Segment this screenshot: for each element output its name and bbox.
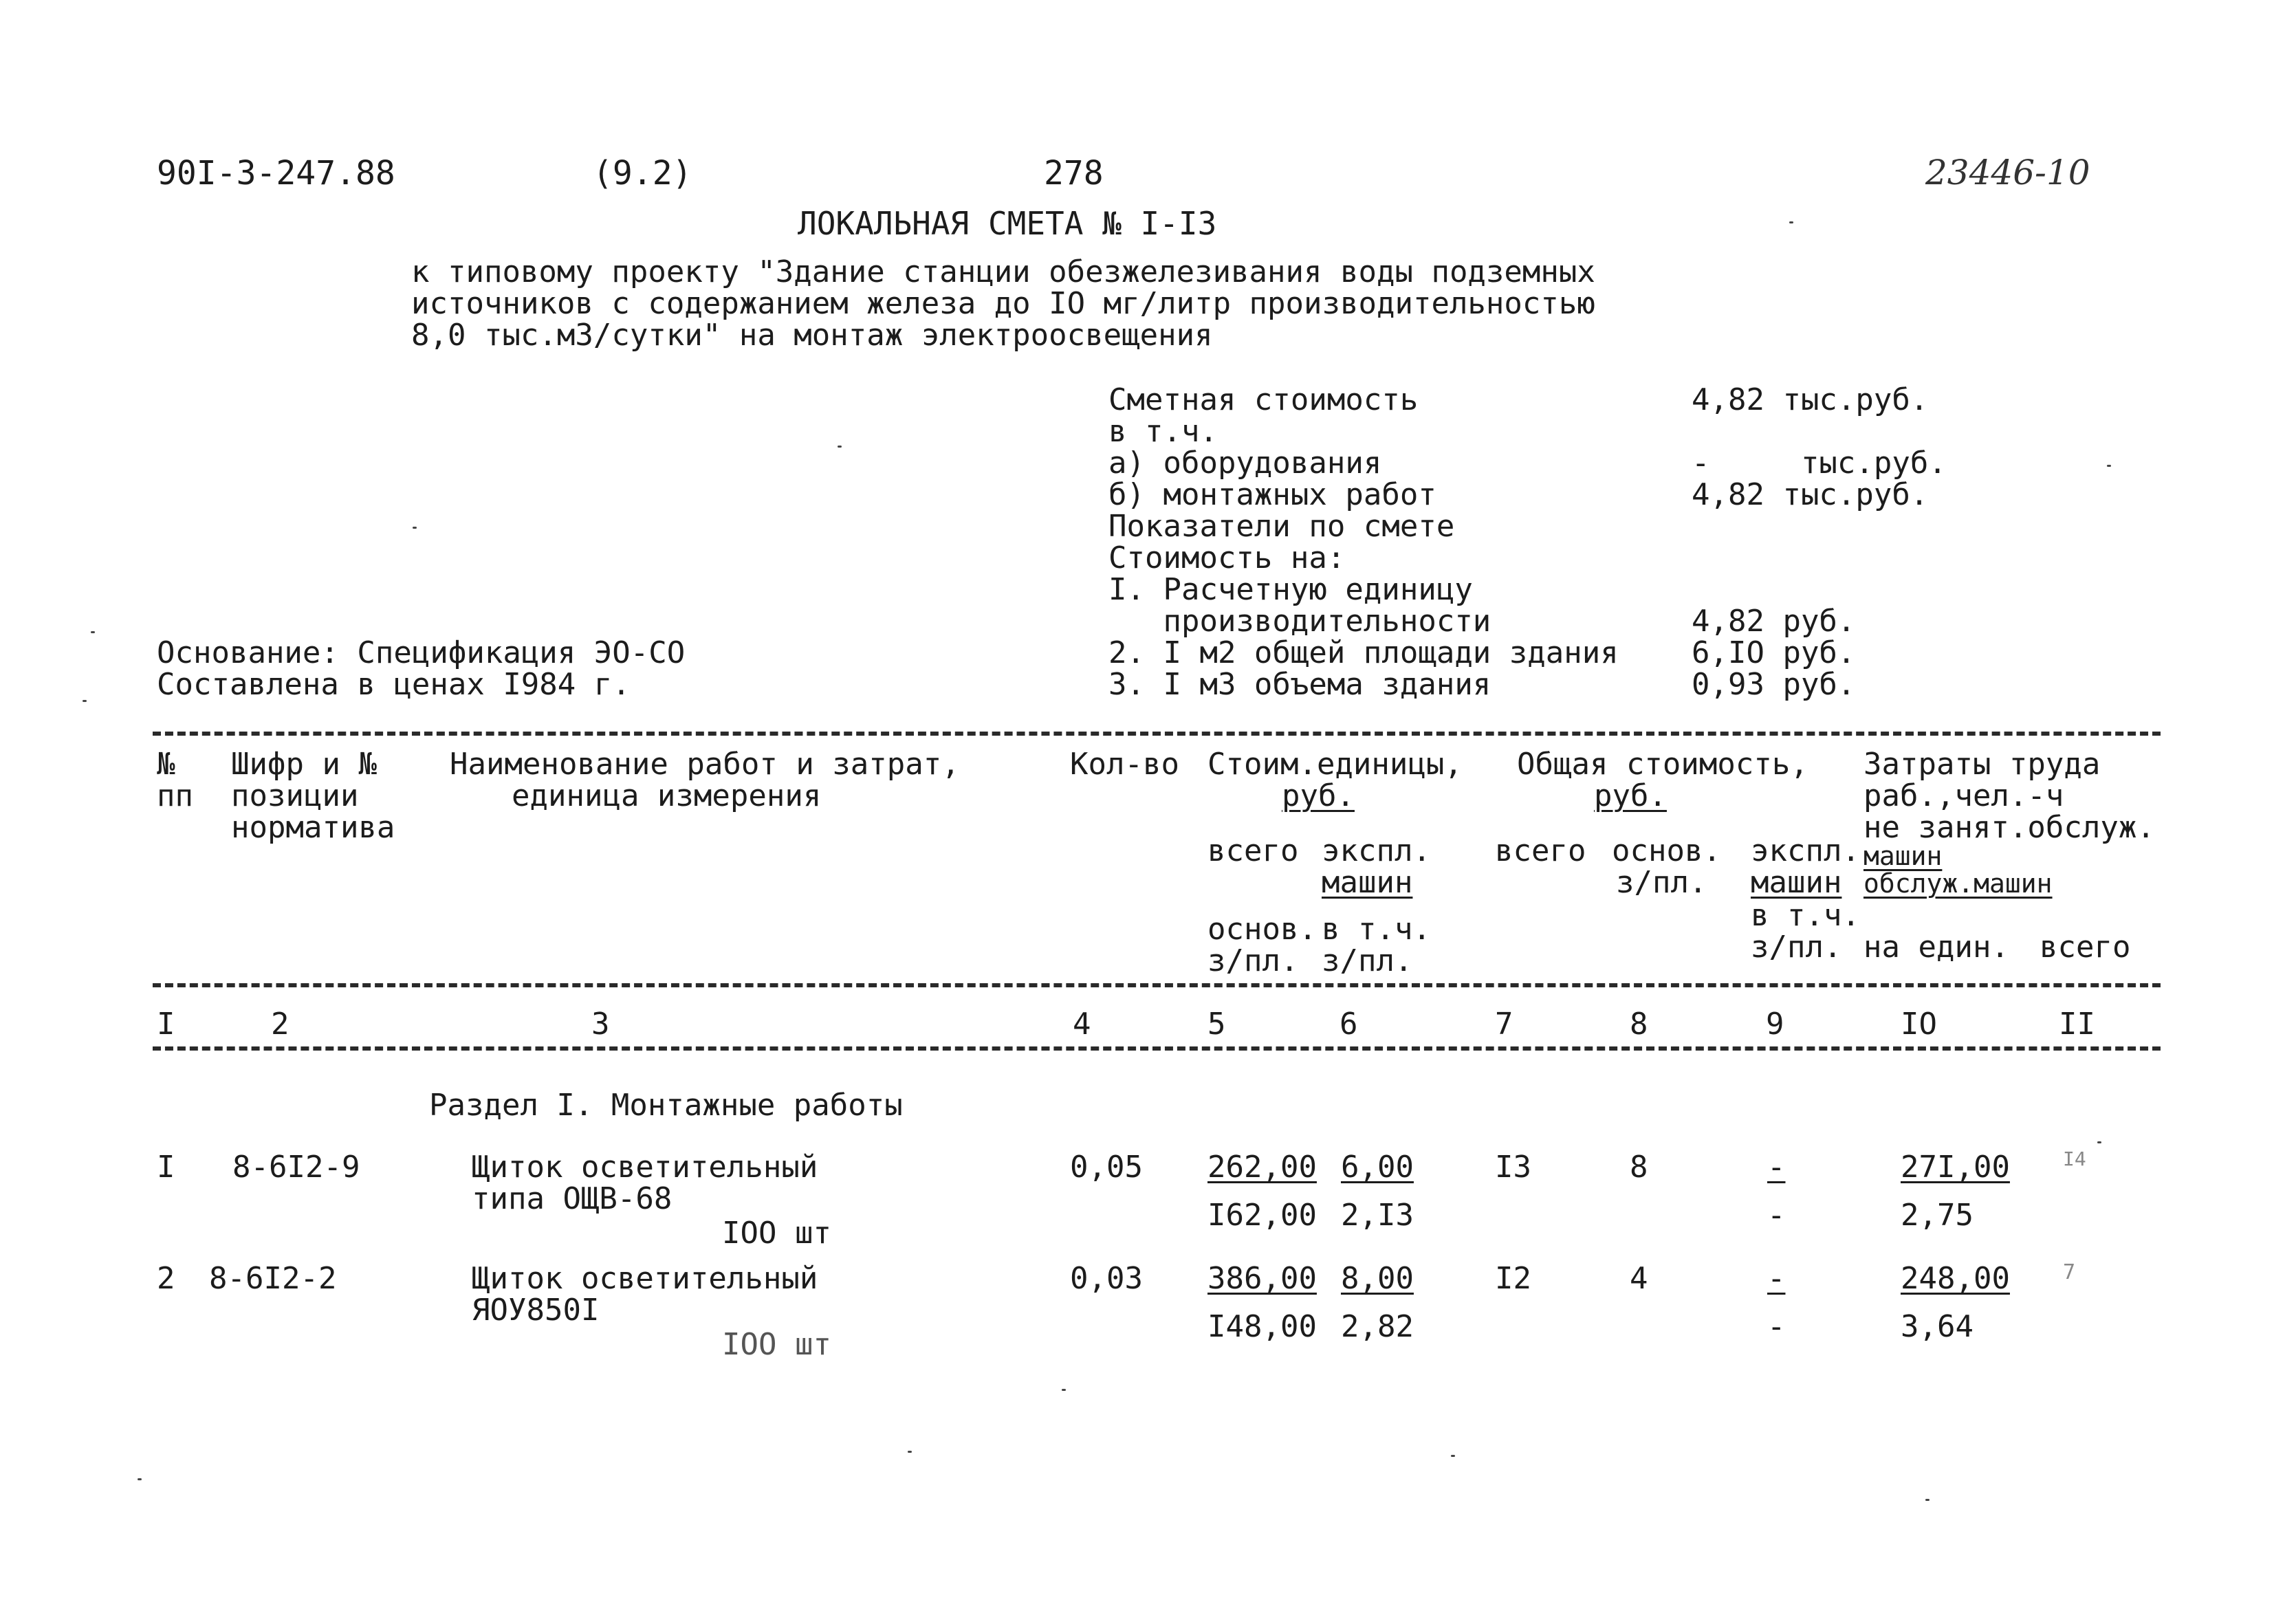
- sub-header-8: з/пл.: [1616, 865, 1707, 900]
- column-number: 6: [1340, 1007, 1358, 1042]
- sub-header-6: экспл.: [1322, 833, 1431, 868]
- subtitle-line-2: источников с содержанием железа до IO мг/литр производительностью: [411, 286, 1595, 321]
- column-number: 8: [1630, 1007, 1648, 1042]
- row-code: 8-6I2-2: [209, 1261, 337, 1296]
- scan-speck: [2107, 465, 2111, 467]
- row-total-cost: I3: [1495, 1150, 1531, 1185]
- unit-cost-header: Стоим.единицы,: [1207, 747, 1463, 782]
- scan-speck: [1925, 1499, 1929, 1501]
- sub-header-6: машин: [1322, 865, 1413, 900]
- archive-stamp: 23446-10: [1925, 153, 2090, 193]
- sub-header-5: з/пл.: [1207, 943, 1299, 978]
- row-unit-cost-total: 262,00: [1207, 1150, 1317, 1185]
- row-number: I: [157, 1150, 175, 1185]
- row-unit-cost-wages: I62,00: [1207, 1198, 1317, 1233]
- row-qty: 0,03: [1070, 1261, 1143, 1296]
- sub-header-9: машин: [1751, 865, 1842, 900]
- row-labor-machine-unit: 2,75: [1901, 1198, 1974, 1233]
- row-labor-unit: 248,00: [1901, 1261, 2010, 1296]
- row-name: Щиток осветительный: [472, 1150, 818, 1185]
- summary-label: б) монтажных работ: [1108, 477, 1436, 512]
- row-machine-wages: 2,I3: [1341, 1198, 1414, 1233]
- subtitle-line-1: к типовому проекту "Здание станции обезжелезивания воды подземных: [411, 254, 1595, 289]
- labor-sub-header: машин: [1863, 841, 1943, 871]
- row-total-cost: I2: [1495, 1261, 1531, 1296]
- summary-label: 2. I м2 общей площади здания: [1108, 635, 1619, 670]
- labor-header: Затраты труда: [1863, 747, 2101, 782]
- sub-header-9: з/пл.: [1751, 930, 1842, 965]
- scan-speck: [1062, 1389, 1066, 1391]
- table-header-rule: [153, 983, 2161, 987]
- unit-cost-rub: руб.: [1282, 778, 1355, 813]
- scan-speck: [413, 527, 417, 529]
- row-name: ЯОУ850I: [472, 1293, 600, 1328]
- summary-label: Стоимость на:: [1108, 540, 1346, 575]
- sub-header-11: всего: [2040, 930, 2131, 965]
- col-qty-header: Кол-во: [1070, 747, 1179, 782]
- column-number: II: [2059, 1007, 2095, 1042]
- sub-header-9: в т.ч.: [1751, 898, 1860, 933]
- document-title: ЛОКАЛЬНАЯ СМЕТА № I-I3: [798, 205, 1217, 242]
- summary-value: 4,82 руб.: [1692, 604, 1856, 639]
- sub-header-8: основ.: [1612, 833, 1721, 868]
- summary-label: 3. I м3 объема здания: [1108, 667, 1491, 702]
- summary-label: Показатели по смете: [1108, 509, 1455, 544]
- col-name-header: Наименование работ и затрат,: [450, 747, 960, 782]
- sub-header-6: в т.ч.: [1322, 912, 1431, 947]
- sub-header-9: экспл.: [1751, 833, 1860, 868]
- scan-speck: [1451, 1455, 1455, 1457]
- summary-label: а) оборудования: [1108, 446, 1382, 481]
- total-cost-header: Общая стоимость,: [1517, 747, 1808, 782]
- row-machine-wages: 2,82: [1341, 1309, 1414, 1344]
- col-num-header: №: [157, 747, 175, 782]
- column-number: 5: [1207, 1007, 1226, 1042]
- total-cost-rub: руб.: [1594, 778, 1667, 813]
- col-code-header: позиции: [231, 778, 359, 813]
- row-code: 8-6I2-9: [232, 1150, 360, 1185]
- scan-speck: [91, 631, 95, 633]
- row-machine-total-wages: -: [1767, 1309, 1786, 1344]
- row-unit-cost-wages: I48,00: [1207, 1309, 1317, 1344]
- summary-label: Сметная стоимость: [1108, 382, 1419, 417]
- summary-label: производительности: [1108, 604, 1491, 639]
- row-machine-total-wages: -: [1767, 1198, 1786, 1233]
- row-machine-total: -: [1767, 1261, 1786, 1296]
- col-num-header: пп: [157, 778, 193, 813]
- row-machine-total: -: [1767, 1150, 1786, 1185]
- col-code-header: норматива: [231, 810, 395, 845]
- sub-header-10: на един.: [1863, 930, 2009, 965]
- row-base-wages: 8: [1630, 1150, 1648, 1185]
- row-labor-machine-unit: 3,64: [1901, 1309, 1974, 1344]
- col-name-header: единица измерения: [512, 778, 822, 813]
- summary-value: 4,82 тыс.руб.: [1692, 382, 1929, 417]
- document-code: 90I-3-247.88: [157, 154, 395, 193]
- summary-label: I. Расчетную единицу: [1108, 572, 1473, 607]
- sub-header-6: з/пл.: [1322, 943, 1413, 978]
- summary-value: 4,82 тыс.руб.: [1692, 477, 1929, 512]
- row-name: типа ОЩВ-68: [472, 1181, 673, 1216]
- row-base-wages: 4: [1630, 1261, 1648, 1296]
- page-number: 278: [1044, 154, 1104, 193]
- labor-header: раб.,чел.-ч: [1863, 778, 2064, 813]
- column-number-rule: [153, 1046, 2161, 1051]
- labor-sub-header: обслуж.машин: [1863, 868, 2053, 899]
- column-number: 2: [271, 1007, 289, 1042]
- labor-header: не занят.обслуж.: [1863, 810, 2155, 845]
- column-number: 4: [1073, 1007, 1091, 1042]
- column-number: 3: [591, 1007, 610, 1042]
- col-code-header: Шифр и №: [231, 747, 377, 782]
- section-title: Раздел I. Монтажные работы: [429, 1088, 903, 1123]
- row-machine-cost: 8,00: [1341, 1261, 1414, 1296]
- column-number: 9: [1766, 1007, 1784, 1042]
- summary-value: - тыс.руб.: [1692, 446, 1947, 481]
- column-number: 7: [1495, 1007, 1513, 1042]
- part-number: (9.2): [593, 154, 692, 193]
- scan-speck: [1789, 221, 1793, 223]
- scan-speck: [908, 1451, 912, 1453]
- prices-line: Составлена в ценах I984 г.: [157, 667, 631, 702]
- subtitle-line-3: 8,0 тыс.м3/сутки" на монтаж электроосвещения: [411, 318, 1213, 353]
- summary-label: в т.ч.: [1108, 414, 1218, 449]
- summary-value: 0,93 руб.: [1692, 667, 1856, 702]
- scan-speck: [838, 446, 842, 448]
- row-labor-total: I4: [2063, 1148, 2086, 1170]
- scan-speck: [138, 1478, 142, 1480]
- row-labor-total: 7: [2063, 1260, 2076, 1284]
- scan-speck: [2097, 1141, 2101, 1143]
- row-unit: IOO шт: [722, 1216, 831, 1251]
- sub-header-7: всего: [1495, 833, 1586, 868]
- row-machine-cost: 6,00: [1341, 1150, 1414, 1185]
- basis-line: Основание: Спецификация ЭО-СО: [157, 635, 686, 670]
- table-top-rule: [153, 732, 2161, 736]
- column-number: IO: [1901, 1007, 1937, 1042]
- row-unit: IOO шт: [722, 1327, 831, 1362]
- summary-value: 6,IO руб.: [1692, 635, 1856, 670]
- column-number: I: [157, 1007, 175, 1042]
- scan-speck: [83, 700, 87, 702]
- sub-header-5: основ.: [1207, 912, 1317, 947]
- sub-header-5: всего: [1207, 833, 1299, 868]
- row-unit-cost-total: 386,00: [1207, 1261, 1317, 1296]
- row-number: 2: [157, 1261, 175, 1296]
- row-labor-unit: 27I,00: [1901, 1150, 2010, 1185]
- row-qty: 0,05: [1070, 1150, 1143, 1185]
- row-name: Щиток осветительный: [472, 1261, 818, 1296]
